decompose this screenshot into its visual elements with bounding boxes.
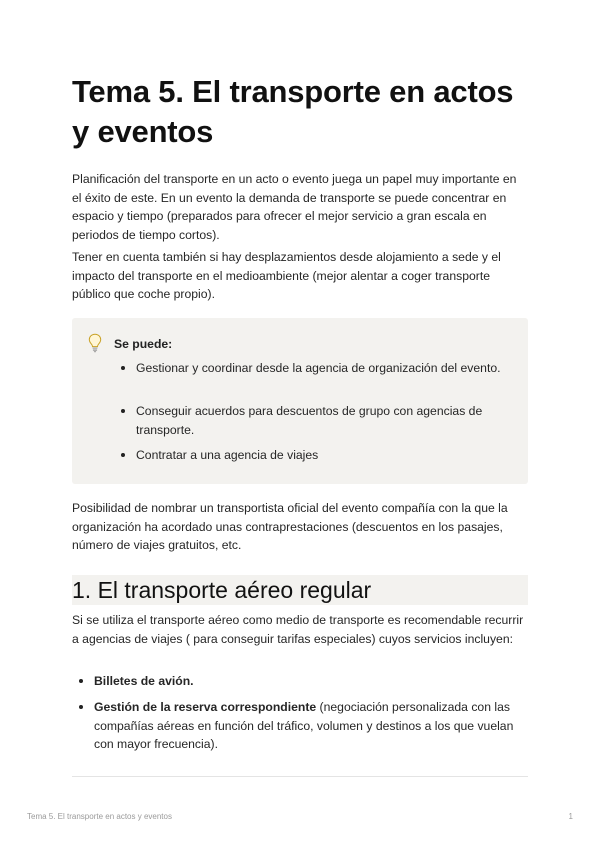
divider bbox=[72, 776, 528, 777]
footer-title: Tema 5. El transporte en actos y eventos bbox=[27, 812, 172, 821]
intro-paragraph-1: Planificación del transporte en un acto o evento juega un papel muy importante en el éxito de este. En un evento la demanda de transporte se puede concentrar en espacio y tiempo (preparados para ofrecer el mejor servicio a gran escala en periodos de tiempo cortos). bbox=[72, 172, 517, 242]
list-item-bold: Billetes de avión. bbox=[94, 674, 194, 688]
bullet-icon bbox=[121, 409, 125, 413]
intro-paragraph-2: Tener en cuenta también si hay desplazamientos desde alojamiento a sede y el impacto del transporte en el medioambiente (mejor alentar a coger transporte público que coche propio). bbox=[72, 250, 501, 301]
bullet-icon bbox=[121, 366, 125, 370]
bullet-icon bbox=[79, 679, 83, 683]
list-item-text: Conseguir acuerdos para descuentos de grupo con agencias de transporte. bbox=[136, 404, 483, 437]
callout-title: Se puede: bbox=[114, 337, 173, 351]
footer-page-number: 1 bbox=[568, 812, 573, 821]
lightbulb-icon bbox=[88, 333, 102, 353]
list-item-bold: Gestión de la reserva correspondiente bbox=[94, 700, 317, 714]
bullet-icon bbox=[121, 453, 125, 457]
callout-box bbox=[72, 318, 528, 484]
list-item bbox=[94, 672, 528, 691]
list-item bbox=[136, 359, 506, 378]
list-item-text: Gestionar y coordinar desde la agencia de organización del evento. bbox=[136, 361, 501, 375]
list-item-text: Contratar a una agencia de viajes bbox=[136, 448, 319, 462]
paragraph-official-carrier: Posibilidad de nombrar un transportista oficial del evento compañía con la que la organización ha acordado unas contraprestaciones (descuentos en los pasajes, número de viajes gratuitos, etc. bbox=[72, 501, 508, 552]
page-title: Tema 5. El transporte en actos y eventos bbox=[72, 74, 514, 149]
section-heading: 1. El transporte aéreo regular bbox=[72, 575, 528, 605]
list-item bbox=[94, 698, 528, 754]
list-item bbox=[136, 402, 506, 439]
list-item-text: (negociación personalizada con las compañías aéreas en función del tráfico, volumen y destinos a los que vuelan con mayor frecuencia). bbox=[94, 700, 514, 751]
bullet-icon bbox=[79, 705, 83, 709]
section-paragraph: Si se utiliza el transporte aéreo como medio de transporte es recomendable recurrir a agencias de viajes ( para conseguir tarifas especiales) cuyos servicios incluyen: bbox=[72, 613, 524, 646]
list-item bbox=[136, 446, 506, 465]
